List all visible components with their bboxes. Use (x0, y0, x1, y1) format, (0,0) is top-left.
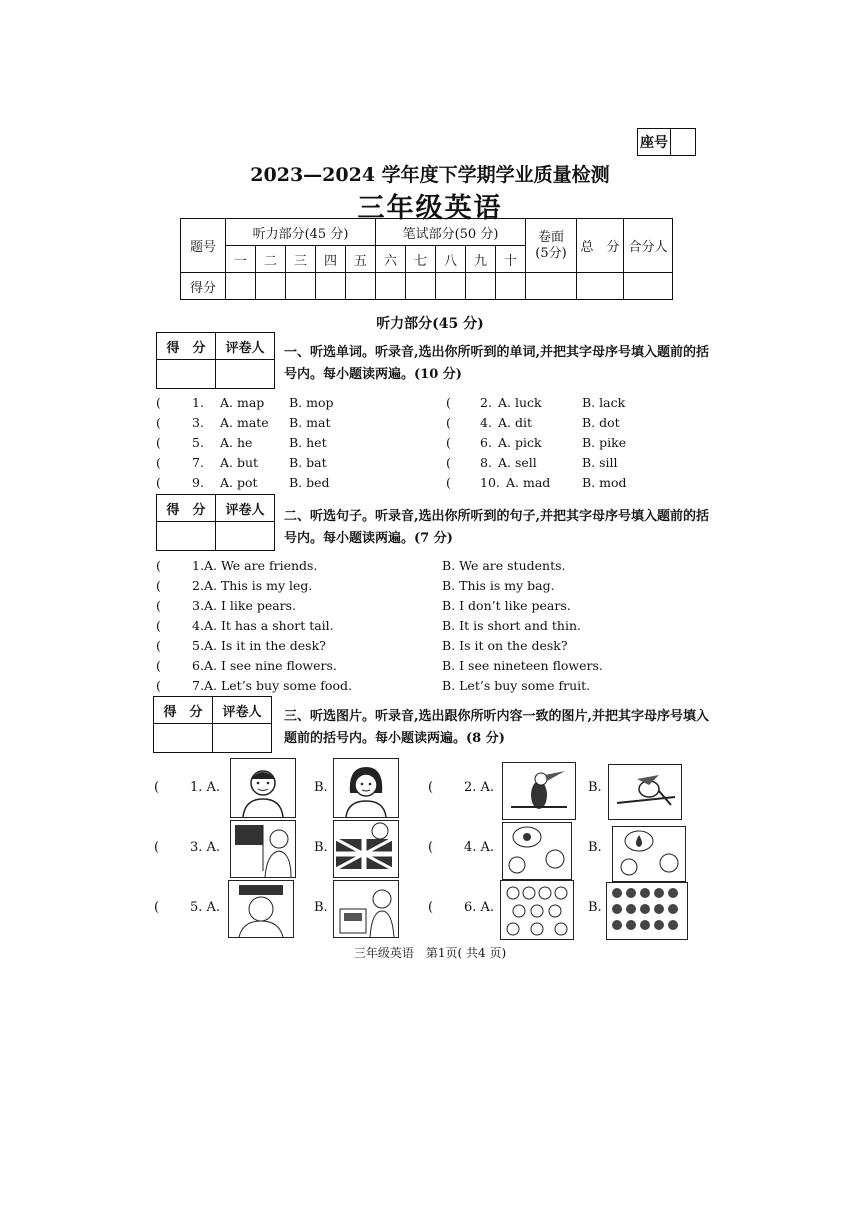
grader-reviewer-label: 评卷人 (213, 697, 272, 724)
q-num: 6. (480, 435, 492, 450)
score-cell[interactable] (496, 273, 526, 300)
score-cell[interactable] (286, 273, 316, 300)
option-a: A. We are friends. (204, 558, 318, 573)
flowers-icon (501, 881, 573, 939)
uk-flag-icon (334, 821, 398, 877)
grader-score-cell[interactable] (157, 360, 216, 389)
col-7: 七 (406, 246, 436, 273)
girl-icon (334, 759, 398, 817)
listening-section-title: 听力部分(45 分) (376, 316, 484, 332)
grader-score-label: 得 分 (157, 333, 216, 360)
question-row: ( 3. A. I like pears. B. I don’t like pears. (156, 596, 716, 616)
fruit-picture-a[interactable] (502, 822, 572, 880)
option-a: A. map (220, 395, 265, 410)
q-num: 9. (192, 475, 204, 490)
grader-reviewer-cell[interactable] (216, 522, 275, 551)
option-a: A. mad (506, 475, 551, 490)
girl-with-hat-icon (229, 881, 293, 937)
score-cell[interactable] (526, 273, 577, 300)
total-header: 总 分 (577, 219, 624, 273)
toucan-picture[interactable] (502, 762, 576, 820)
col-5: 五 (346, 246, 376, 273)
pear-icon (613, 827, 685, 881)
desk-icon (334, 881, 398, 937)
option-b: B. mod (582, 475, 627, 490)
col-6: 六 (376, 246, 406, 273)
section1-instruction: 一、听选单词。听录音,选出你所听到的单词,并把其字母序号填入题前的括号内。每小题读两遍。(10 分) (284, 345, 710, 382)
grader-box-1 (156, 332, 275, 389)
option-b: B. sill (582, 455, 618, 470)
score-cell[interactable] (226, 273, 256, 300)
bird-picture[interactable] (608, 764, 682, 820)
section2-instruction: 二、听选句子。听录音,选出你所听到的句子,并把其字母序号填入题前的括号内。每小题读两遍。(7 分) (284, 509, 710, 546)
q-num: 3. (192, 598, 204, 613)
grader-score-cell[interactable] (157, 522, 216, 551)
neatness-label: 卷面 (537, 229, 564, 245)
grader-reviewer-cell[interactable] (213, 724, 272, 753)
q-num: 1. (192, 558, 204, 573)
option-b-label: B. (588, 840, 602, 855)
fruit-picture-b[interactable] (612, 826, 686, 882)
option-b-label: B. (314, 900, 328, 915)
q-num: 8. (480, 455, 492, 470)
option-a: A. I like pears. (204, 598, 297, 613)
flag-icon (231, 821, 295, 877)
question-row: ( 2. A. This is my leg. B. This is my bag. (156, 576, 716, 596)
option-b: B. Let’s buy some fruit. (442, 678, 591, 693)
flowers-picture-a[interactable] (500, 880, 574, 940)
q-num: 5. (192, 638, 204, 653)
option-b-label: B. (588, 780, 602, 795)
score-label: 得分 (181, 273, 226, 300)
option-b: B. het (289, 435, 327, 450)
option-b: B. I don’t like pears. (442, 598, 571, 613)
option-a: A. sell (498, 455, 537, 470)
scorer-header: 合分人 (624, 219, 673, 273)
grader-reviewer-label: 评卷人 (216, 333, 275, 360)
option-b: B. I see nineteen flowers. (442, 658, 603, 673)
girl-picture[interactable] (333, 758, 399, 818)
question-row: ( 6. A. I see nine flowers. B. I see nineteen flowers. (156, 656, 716, 676)
bird-icon (609, 765, 681, 819)
option-a: A. but (220, 455, 259, 470)
question-row: ( 5. A. Is it in the desk? B. Is it on the desk? (156, 636, 716, 656)
q-num: 1. (192, 395, 204, 410)
neatness-header (526, 219, 577, 273)
score-cell[interactable] (376, 273, 406, 300)
option-a: A. pick (498, 435, 542, 450)
option-a: A. dit (498, 415, 532, 430)
q-num: 4. (192, 618, 204, 633)
q-num: 3. A. (190, 840, 221, 855)
fruit-icon (503, 823, 571, 879)
q-num: 2. A. (464, 780, 495, 795)
question-row: ( 4. A. It has a short tail. B. It is short and thin. (156, 616, 716, 636)
col-10: 十 (496, 246, 526, 273)
listening-header: 听力部分(45 分) (226, 219, 376, 246)
option-a: A. luck (498, 395, 542, 410)
q-num: 10. (480, 475, 500, 490)
col-8: 八 (436, 246, 466, 273)
boy-icon (231, 759, 295, 817)
option-b: B. mat (289, 415, 331, 430)
q-num: 7. (192, 455, 204, 470)
grader-box-2 (156, 494, 275, 551)
option-a: A. Is it in the desk? (204, 638, 326, 653)
option-a: A. It has a short tail. (204, 618, 334, 633)
score-cell[interactable] (346, 273, 376, 300)
option-b-label: B. (588, 900, 602, 915)
grader-reviewer-cell[interactable] (216, 360, 275, 389)
option-b: B. We are students. (442, 558, 566, 573)
exam-subtitle: 三年级英语 (357, 193, 503, 224)
row-label: 题号 (181, 219, 226, 273)
grader-score-label: 得 分 (154, 697, 213, 724)
q-num: 6. (192, 658, 204, 673)
option-b: B. pike (582, 435, 627, 450)
score-cell[interactable] (624, 273, 673, 300)
score-table (180, 218, 673, 300)
option-b: B. mop (289, 395, 334, 410)
writing-header: 笔试部分(50 分) (376, 219, 526, 246)
col-2: 二 (256, 246, 286, 273)
score-cell[interactable] (256, 273, 286, 300)
grader-score-label: 得 分 (157, 495, 216, 522)
question-row: ( 7. A. Let’s buy some food. B. Let’s buy some fruit. (156, 676, 716, 696)
neatness-points: (5分) (535, 245, 567, 261)
question-row: ( 1. A. We are friends. B. We are students. (156, 556, 716, 576)
page-footer: 三年级英语 第1页( 共4 页) (353, 946, 507, 960)
q-num: 2. (192, 578, 204, 593)
col-4: 四 (316, 246, 346, 273)
exam-title: 2023—2024 学年度下学期学业质量检测 (250, 164, 610, 186)
q-num: 4. (480, 415, 492, 430)
q-num: 6. A. (464, 900, 495, 915)
option-b: B. bat (289, 455, 327, 470)
uk-flag-picture[interactable] (333, 820, 399, 878)
option-b: B. Is it on the desk? (442, 638, 568, 653)
q-num: 3. (192, 415, 204, 430)
option-b: B. dot (582, 415, 620, 430)
col-9: 九 (466, 246, 496, 273)
seat-number-box[interactable] (671, 128, 696, 156)
many-flowers-icon (607, 883, 687, 939)
boy-picture[interactable] (230, 758, 296, 818)
score-cell[interactable] (466, 273, 496, 300)
toucan-icon (503, 763, 575, 819)
option-a: A. I see nine flowers. (204, 658, 337, 673)
grader-reviewer-label: 评卷人 (216, 495, 275, 522)
score-cell[interactable] (577, 273, 624, 300)
q-num: 7. (192, 678, 204, 693)
option-a: A. Let’s buy some food. (204, 678, 352, 693)
q-num: 4. A. (464, 840, 495, 855)
option-a: A. he (220, 435, 253, 450)
q-num: 5. A. (190, 900, 221, 915)
q-num: 2. (480, 395, 492, 410)
score-cell[interactable] (406, 273, 436, 300)
seat-number (637, 128, 697, 156)
option-a: A. This is my leg. (204, 578, 313, 593)
option-b: B. It is short and thin. (442, 618, 581, 633)
col-3: 三 (286, 246, 316, 273)
option-a: A. pot (220, 475, 258, 490)
score-cell[interactable] (436, 273, 466, 300)
option-b: B. bed (289, 475, 330, 490)
option-b: B. This is my bag. (442, 578, 555, 593)
option-b: B. lack (582, 395, 626, 410)
option-b-label: B. (314, 780, 328, 795)
grader-box-3 (153, 696, 272, 753)
section3-instruction: 三、听选图片。听录音,选出跟你所听内容一致的图片,并把其字母序号填入题前的括号内。每小题读两遍。(8 分) (284, 709, 710, 746)
flowers-picture-b[interactable] (606, 882, 688, 940)
china-flag-picture[interactable] (230, 820, 296, 878)
col-1: 一 (226, 246, 256, 273)
desk-picture[interactable] (333, 880, 399, 938)
q-num: 5. (192, 435, 204, 450)
bag-picture[interactable] (228, 880, 294, 938)
grader-score-cell[interactable] (154, 724, 213, 753)
q-num: 1. A. (190, 780, 221, 795)
option-b-label: B. (314, 840, 328, 855)
seat-label: 座号 (637, 128, 671, 156)
score-cell[interactable] (316, 273, 346, 300)
option-a: A. mate (220, 415, 269, 430)
